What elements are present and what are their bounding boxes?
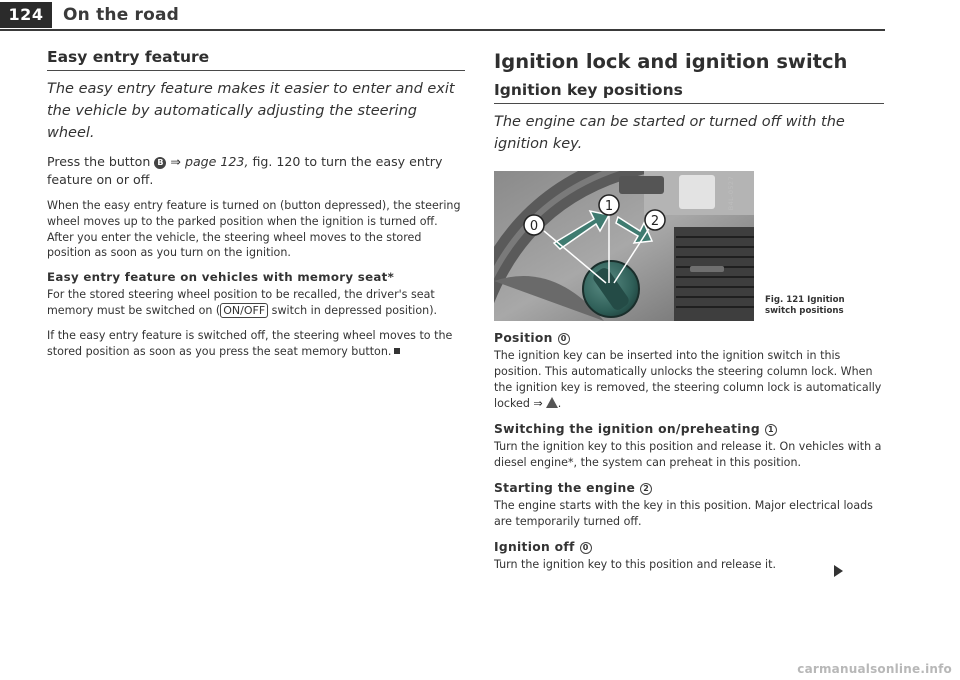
key-position-sections <box>494 331 884 573</box>
memory-pre: For the stored steering wheel position to be recalled, the driver's seat memory must be switched on ( <box>47 288 435 317</box>
press-button-paragraph <box>47 153 465 189</box>
section-heading <box>494 331 884 345</box>
section-text <box>494 557 884 573</box>
press-post: fig. 120 to turn the easy entry feature on or off. <box>47 154 443 187</box>
page-number: 124 <box>0 2 52 28</box>
header-rule <box>0 29 885 31</box>
section-heading <box>494 422 884 436</box>
section-heading <box>494 540 884 554</box>
easy-entry-paragraph-3 <box>47 328 465 360</box>
svg-text:1: 1 <box>604 199 614 214</box>
on-off-key: ON/OFF <box>220 303 268 318</box>
continue-arrow-icon <box>834 565 843 577</box>
position-number-icon: 0 <box>580 542 592 554</box>
section-heading <box>494 481 884 495</box>
button-b-icon: B <box>154 157 166 169</box>
position-label-2 <box>645 210 665 230</box>
section-body: Turn the ignition key to this position and release it. <box>494 558 776 571</box>
memory-post: switch in depressed position). <box>268 303 438 317</box>
ignition-switch-illustration <box>494 171 754 321</box>
press-pre: Press the button <box>47 154 151 169</box>
easy-entry-lead: The easy entry feature makes it easier to enter and exit the vehicle by automatically adjusting the steering wheel. <box>47 81 455 141</box>
key-positions-heading: Ignition key positions <box>494 81 884 104</box>
easy-entry-heading: Easy entry feature <box>47 48 465 71</box>
ignition-lead: The engine can be started or turned off with the ignition key. <box>494 114 845 152</box>
section-title: Position <box>494 331 553 345</box>
page-ref-link[interactable]: ⇒ page 123, <box>170 154 249 169</box>
section-title: Starting the engine <box>494 481 636 495</box>
ignition-heading: Ignition lock and ignition switch <box>494 50 848 73</box>
left-column <box>47 48 465 359</box>
end-mark-icon <box>394 348 400 354</box>
warning-icon[interactable] <box>546 397 558 408</box>
right-column <box>494 48 884 573</box>
position-number-icon: 0 <box>558 333 570 345</box>
section-title: Ignition off <box>494 540 575 554</box>
section-text <box>494 439 884 471</box>
svg-text:0: 0 <box>529 219 539 234</box>
section-body: The ignition key can be inserted into the ignition switch in this position. This automatically unlocks the steering column lock. When the ignition key is removed, the steering column lock is automatically locked ⇒ <box>494 349 882 410</box>
memory-seat-heading: Easy entry feature on vehicles with memory seat* <box>47 270 395 285</box>
memory-seat-paragraph <box>47 287 465 319</box>
position-number-icon: 2 <box>640 483 652 495</box>
watermark: carmanualsonline.info <box>797 662 952 676</box>
figure-121 <box>494 171 884 321</box>
figure-code: B4L-0527 <box>727 176 735 211</box>
section-text: The ignition key can be inserted into the ignition switch in this position. This automatically unlocks the steering column lock. When the ignition key is removed, the steering column lock is automatically locked ⇒ . <box>494 349 882 410</box>
easy-entry-paragraph-1: When the easy entry feature is turned on (button depressed), the steering wheel moves up to the parked position when the ignition is turned off. After you enter the vehicle, the steering wheel moves to the stored position as soon as you turn on the ignition. <box>47 199 461 260</box>
p3-text: If the easy entry feature is switched off, the steering wheel moves to the stored position as soon as you press the seat memory button. <box>47 328 453 358</box>
position-number-icon: 1 <box>765 424 777 436</box>
section-body: Turn the ignition key to this position and release it. On vehicles with a diesel engine*, the system can preheat in this position. <box>494 440 882 469</box>
section-body: The engine starts with the key in this position. Major electrical loads are temporarily turned off. <box>494 499 873 528</box>
svg-text:2: 2 <box>650 214 660 229</box>
position-label-1 <box>599 195 619 215</box>
figure-caption: Fig. 121 Ignition switch positions <box>765 295 845 316</box>
section-title: On the road <box>63 5 180 25</box>
position-label-0 <box>524 215 544 235</box>
section-title: Switching the ignition on/preheating <box>494 422 760 436</box>
section-text <box>494 498 884 530</box>
